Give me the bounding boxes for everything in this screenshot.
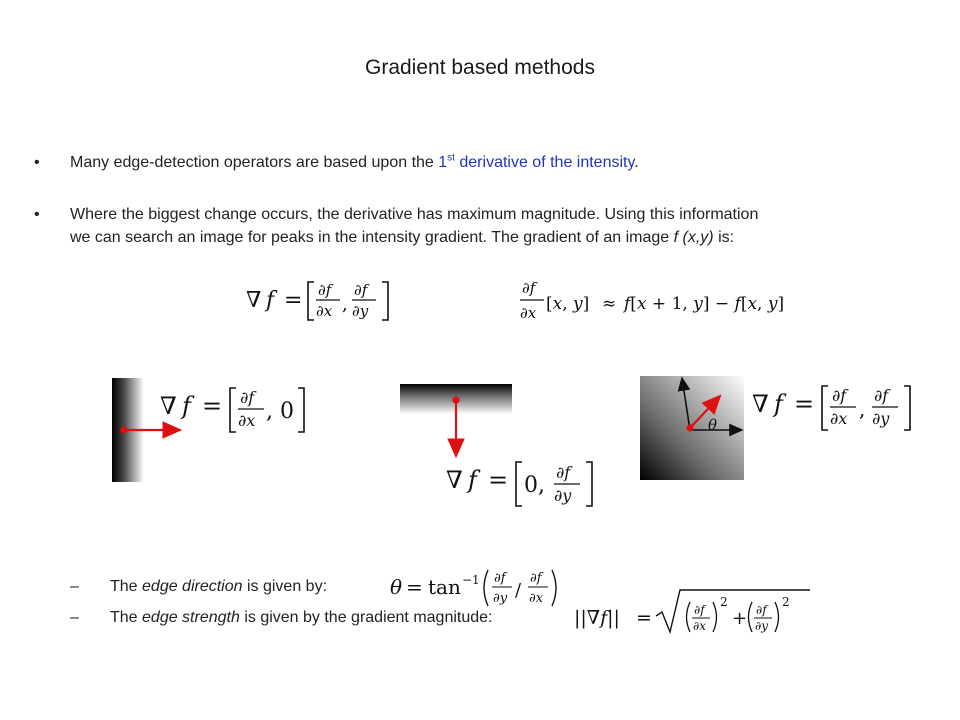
bullet-marker: • bbox=[34, 206, 40, 223]
highlight-first-derivative bbox=[438, 154, 634, 171]
svg-text:/: / bbox=[515, 580, 522, 601]
arrow-origin-dot bbox=[686, 424, 693, 431]
svg-text:f: f bbox=[182, 392, 191, 420]
svg-text:f: f bbox=[468, 466, 477, 494]
svg-text:f: f bbox=[774, 390, 783, 418]
svg-text:∂f: ∂f bbox=[318, 281, 332, 299]
svg-text:∂x: ∂x bbox=[693, 619, 706, 633]
highlight-number: 1 bbox=[438, 154, 448, 171]
svg-text:[x, y]: [x, y] bbox=[546, 294, 590, 314]
svg-text:=: = bbox=[794, 390, 815, 418]
svg-text:∂f: ∂f bbox=[694, 603, 705, 617]
svg-text:θ: θ bbox=[390, 575, 403, 599]
arrow-origin-dot bbox=[120, 426, 127, 433]
bullet-item-gradient bbox=[34, 203, 924, 249]
svg-text:2: 2 bbox=[782, 595, 790, 609]
sub-text bbox=[110, 609, 492, 626]
svg-text:0,: 0, bbox=[524, 473, 545, 498]
svg-text:∇: ∇ bbox=[160, 392, 177, 420]
bullet-text-line2 bbox=[70, 226, 924, 249]
sub-item-edge-strength bbox=[70, 609, 492, 627]
function-label: f (x,y) bbox=[673, 229, 714, 246]
svg-text:∂x: ∂x bbox=[529, 591, 544, 606]
svg-text:=: = bbox=[406, 575, 423, 599]
line2-post: is: bbox=[713, 229, 735, 246]
svg-text:∇: ∇ bbox=[752, 390, 769, 418]
equation-edge-direction bbox=[388, 566, 588, 610]
svg-text:∂f: ∂f bbox=[556, 463, 571, 482]
equation-gradient-definition bbox=[244, 276, 404, 324]
equation-gradient-x bbox=[160, 392, 222, 420]
svg-text:=: = bbox=[636, 607, 652, 629]
sub-text-post: is given by: bbox=[242, 578, 328, 595]
svg-text:∂x: ∂x bbox=[520, 304, 537, 322]
svg-text:∂f: ∂f bbox=[832, 386, 847, 405]
bullet-text-pre: Many edge-detection operators are based upon the bbox=[70, 154, 439, 171]
bullet-marker: • bbox=[34, 154, 40, 171]
svg-text:,: , bbox=[859, 397, 866, 421]
edge-strength-term: edge strength bbox=[142, 609, 240, 626]
svg-text:,: , bbox=[342, 294, 348, 315]
svg-text:∂y: ∂y bbox=[872, 409, 890, 428]
svg-text:, 0: , 0 bbox=[266, 399, 294, 424]
svg-text:∂f: ∂f bbox=[354, 281, 368, 299]
svg-text:∂x: ∂x bbox=[238, 411, 256, 430]
svg-text:f: f bbox=[266, 288, 275, 313]
svg-text:−1: −1 bbox=[462, 573, 480, 587]
diagonal-edge-example bbox=[638, 374, 928, 484]
edge-direction-term: edge direction bbox=[142, 578, 243, 595]
svg-text:∇: ∇ bbox=[246, 288, 262, 313]
theta-label: θ bbox=[708, 416, 718, 434]
equation-gradient-magnitude bbox=[572, 586, 812, 636]
svg-text:∂y: ∂y bbox=[755, 619, 768, 633]
sub-marker: – bbox=[70, 578, 79, 595]
equation-finite-difference bbox=[518, 278, 808, 326]
sub-text bbox=[110, 578, 327, 595]
equation-gradient-y bbox=[446, 466, 508, 494]
bullet-text-line1: Where the biggest change occurs, the derivative has maximum magnitude. Using this information bbox=[70, 206, 759, 223]
highlight-rest: derivative of the intensity bbox=[454, 154, 635, 171]
svg-text:∇: ∇ bbox=[446, 466, 463, 494]
arrow-origin-dot bbox=[452, 396, 459, 403]
page-title: Gradient based methods bbox=[365, 56, 595, 79]
sub-text-pre: The bbox=[110, 578, 143, 595]
svg-text:≈: ≈ bbox=[602, 294, 617, 314]
svg-text:∂y: ∂y bbox=[352, 302, 369, 320]
svg-text:||∇f||: ||∇f|| bbox=[574, 607, 620, 629]
horizontal-edge-example bbox=[396, 382, 616, 510]
sub-item-edge-direction bbox=[70, 578, 327, 596]
highlight-superscript: st bbox=[447, 152, 455, 164]
vertical-edge-example bbox=[108, 376, 328, 486]
equation-gradient-xy bbox=[752, 390, 814, 418]
svg-text:∂y: ∂y bbox=[493, 591, 508, 606]
svg-text:f[x + 1, y] − f[x, y]: f[x + 1, y] − f[x, y] bbox=[624, 294, 785, 314]
svg-text:tan: tan bbox=[428, 575, 461, 599]
svg-text:∂f: ∂f bbox=[240, 388, 255, 407]
svg-text:=: = bbox=[284, 288, 303, 313]
svg-text:2: 2 bbox=[720, 595, 728, 609]
bullet-text bbox=[70, 151, 924, 174]
sub-text-post: is given by the gradient magnitude: bbox=[239, 609, 493, 626]
bullet-item-derivative bbox=[34, 151, 924, 174]
sub-marker: – bbox=[70, 609, 79, 626]
svg-text:∂f: ∂f bbox=[756, 603, 767, 617]
svg-text:+: + bbox=[732, 608, 748, 629]
bullet-text-post: . bbox=[634, 154, 639, 171]
svg-text:∂x: ∂x bbox=[830, 409, 848, 428]
svg-text:∂f: ∂f bbox=[874, 386, 889, 405]
svg-text:=: = bbox=[202, 392, 223, 420]
svg-text:∂x: ∂x bbox=[316, 302, 333, 320]
svg-text:∂f: ∂f bbox=[522, 279, 536, 297]
sub-text-pre: The bbox=[110, 609, 143, 626]
line2-pre: we can search an image for peaks in the intensity gradient. The gradient of an image bbox=[70, 229, 674, 246]
svg-text:=: = bbox=[488, 466, 509, 494]
svg-text:∂f: ∂f bbox=[530, 571, 542, 586]
svg-text:∂f: ∂f bbox=[494, 571, 506, 586]
svg-text:∂y: ∂y bbox=[554, 486, 572, 505]
